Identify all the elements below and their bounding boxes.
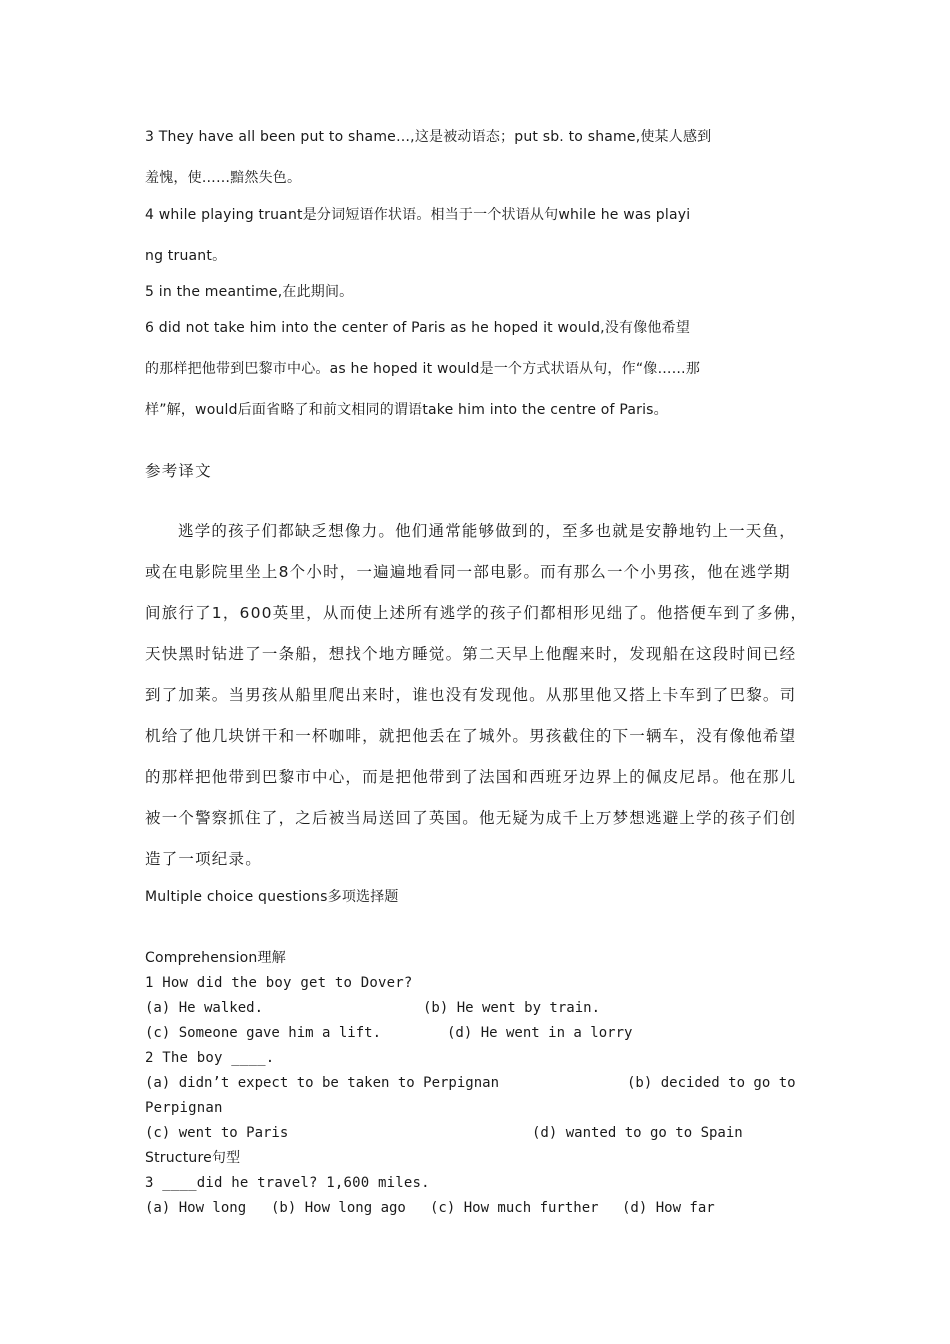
option-a: (a) How long	[145, 1200, 247, 1216]
translation-line: 的那样把他带到巴黎市中心，而是把他带到了法国和西班牙边界上的佩皮尼昂。他在那儿	[145, 768, 797, 786]
option-c: (c) went to Paris	[145, 1125, 289, 1141]
note-6-line1: 6 did not take him into the center of Paris as he hoped it would,没有像他希望	[145, 320, 691, 336]
question-1-options-row1	[145, 999, 810, 1017]
question-2-options-row1	[145, 1074, 810, 1092]
question-2: 2 The boy ____.	[145, 1050, 275, 1066]
translation-line: 造了一项纪录。	[145, 850, 262, 868]
question-3-options	[145, 1199, 810, 1217]
question-2-options-row2	[145, 1124, 810, 1142]
option-b: (b) He went by train.	[423, 1000, 601, 1016]
translation-line: 被一个警察抓住了，之后被当局送回了英国。他无疑为成千上万梦想逃避上学的孩子们创	[145, 809, 797, 827]
option-c: (c) How much further	[430, 1200, 599, 1216]
option-b-continued: Perpignan	[145, 1100, 223, 1116]
translation-line: 机给了他几块饼干和一杯咖啡，就把他丢在了城外。男孩截住的下一辆车，没有像他希望	[145, 727, 797, 745]
note-4-line1: 4 while playing truant是分词短语作状语。相当于一个状语从句while he was playi	[145, 207, 691, 223]
option-d: (d) How far	[622, 1200, 715, 1216]
mc-heading: Multiple choice questions多项选择题	[145, 889, 399, 905]
note-5: 5 in the meantime,在此期间。	[145, 284, 354, 300]
question-1-options-row2	[145, 1024, 810, 1042]
note-3-line1: 3 They have all been put to shame…,这是被动语态；put sb. to shame,使某人感到	[145, 129, 712, 145]
translation-line: 间旅行了1，600英里，从而使上述所有逃学的孩子们都相形见绌了。他搭便车到了多佛，	[145, 604, 808, 622]
translation-heading: 参考译文	[145, 462, 212, 480]
option-b: (b) decided to go to	[627, 1075, 796, 1091]
question-3: 3 ____did he travel? 1,600 miles.	[145, 1175, 430, 1191]
option-c: (c) Someone gave him a lift.	[145, 1025, 382, 1041]
option-b: (b) How long ago	[271, 1200, 406, 1216]
note-6-line2: 的那样把他带到巴黎市中心。as he hoped it would是一个方式状语从句，作“像……那	[145, 361, 701, 377]
note-3-line2: 羞愧，使……黯然失色。	[145, 170, 302, 186]
question-1: 1 How did the boy get to Dover?	[145, 975, 413, 991]
option-d: (d) wanted to go to Spain	[532, 1125, 743, 1141]
option-a: (a) He walked.	[145, 1000, 264, 1016]
translation-line: 逃学的孩子们都缺乏想像力。他们通常能够做到的，至多也就是安静地钓上一天鱼，	[178, 522, 796, 540]
comprehension-heading: Comprehension理解	[145, 950, 286, 966]
translation-line: 到了加莱。当男孩从船里爬出来时，谁也没有发现他。从那里他又搭上卡车到了巴黎。司	[145, 686, 797, 704]
option-d: (d) He went in a lorry	[447, 1025, 633, 1041]
note-4-line2: ng truant。	[145, 248, 227, 264]
structure-heading: Structure句型	[145, 1150, 241, 1166]
translation-line: 天快黑时钻进了一条船，想找个地方睡觉。第二天早上他醒来时，发现船在这段时间已经	[145, 645, 797, 663]
note-6-line3: 样”解，would后面省略了和前文相同的谓语take him into the centre of Paris。	[145, 402, 668, 418]
option-a: (a) didn’t expect to be taken to Perpignan	[145, 1075, 500, 1091]
translation-line: 或在电影院里坐上8个小时，一遍遍地看同一部电影。而有那么一个小男孩，他在逃学期	[145, 563, 791, 581]
